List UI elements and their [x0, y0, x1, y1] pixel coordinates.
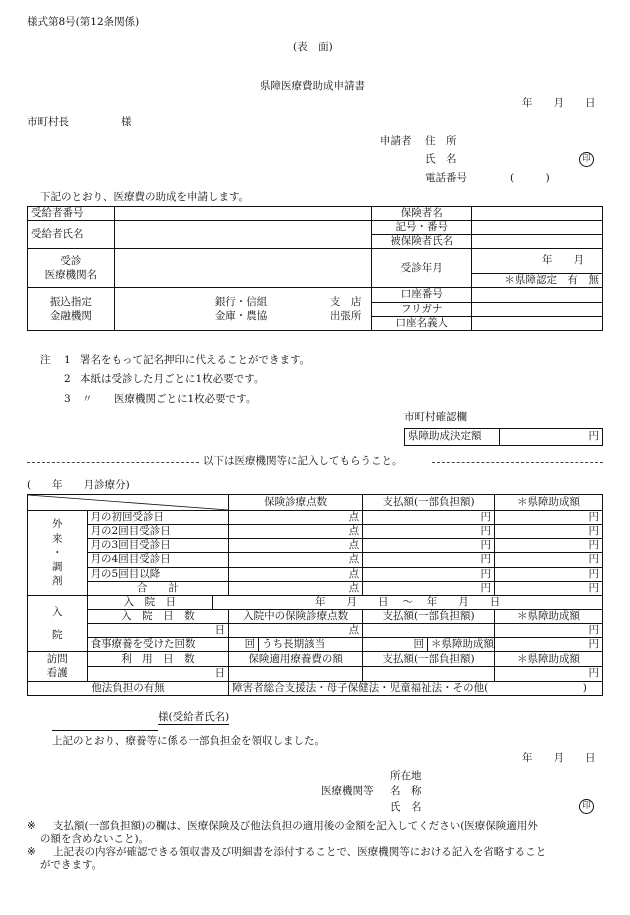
account-holder-label: 口座名義人: [372, 316, 472, 330]
visit-row-label: 月の3回目受診日: [87, 539, 229, 553]
institution-label: 医療機関等: [321, 785, 374, 797]
visit-month-field[interactable]: 年 月: [472, 249, 603, 273]
nursing-subsidy-label: ＊県障助成額: [495, 652, 603, 667]
other-burden-field[interactable]: 障害者総合支援法・母子保健法・児童福祉法・その他( ): [229, 681, 603, 695]
points-field[interactable]: 点: [229, 511, 363, 525]
receipt-recipient-label: 様(受給者氏名): [158, 711, 229, 725]
admission-days-field[interactable]: 日: [87, 624, 229, 638]
notes-head: 注: [40, 354, 51, 366]
footer-note-2: 上記表の内容が確認できる領収書及び明細書を添付することで、医療機関等における記入を省略すること: [53, 846, 547, 858]
note-2-number: 2: [64, 373, 71, 385]
applicant-name-label: 氏 名: [425, 153, 457, 165]
application-date: 年 月 日: [522, 97, 596, 109]
inpatient-points-field[interactable]: 点: [229, 624, 363, 638]
total-subsidy-field[interactable]: 円: [495, 581, 603, 595]
receipt-date: 年 月 日: [522, 752, 596, 764]
points-field[interactable]: 点: [229, 567, 363, 581]
care-fee-label: 保険適用療養費の額: [229, 652, 363, 667]
institution-name-label: 名 称: [390, 785, 422, 797]
bank-field[interactable]: 銀行・信組 金庫・農協 支 店 出張所: [114, 288, 372, 330]
treatment-period: ( 年 月診療分): [27, 479, 130, 491]
paid-field[interactable]: 円: [363, 553, 495, 567]
meal-count-label: 食事療養を受けた回数: [87, 638, 229, 652]
phone-area-paren: ( ): [510, 172, 550, 184]
application-table: [27, 206, 603, 331]
admission-period-label: 入 院 日: [87, 595, 213, 609]
header-diagonal-cell: [28, 495, 229, 511]
symbol-number-field[interactable]: [472, 221, 603, 235]
institution-address-label: 所在地: [390, 770, 422, 782]
bank-label: 振込指定 金融機関: [28, 288, 115, 330]
total-paid-field[interactable]: 円: [363, 581, 495, 595]
clinic-name-label: 受診 医療機関名: [28, 249, 115, 288]
insurer-name-field[interactable]: [472, 207, 603, 221]
page-side: (表 面): [293, 41, 333, 53]
receipt-text: 上記のとおり、療養等に係る一部負担金を領収しました。: [52, 735, 325, 747]
paid-field[interactable]: 円: [363, 539, 495, 553]
insurer-name-label: 保険者名: [372, 207, 472, 221]
form-number: 様式第8号(第12条関係): [27, 16, 140, 28]
account-holder-field[interactable]: [472, 316, 603, 330]
meal-subsidy-field[interactable]: 円: [495, 638, 603, 652]
confirm-box: [404, 428, 603, 446]
inpatient-points-label: 入院中の保険診療点数: [229, 609, 363, 623]
care-fee-field[interactable]: [229, 666, 363, 681]
meal-count-field[interactable]: 回: [229, 638, 259, 651]
longterm-count-field[interactable]: 回: [363, 638, 428, 651]
account-number-label: 口座番号: [372, 288, 472, 302]
footer-note-1b: の額を含めないこと)。: [40, 833, 150, 845]
subsidy-field[interactable]: 円: [495, 539, 603, 553]
medical-detail-table: [27, 494, 603, 696]
note-3-number: 3: [64, 393, 71, 405]
inpatient-subsidy-label: ＊県障助成額: [495, 609, 603, 623]
furigana-label: フリガナ: [372, 302, 472, 316]
decision-amount-field[interactable]: 円: [500, 429, 603, 446]
paid-field[interactable]: 円: [363, 525, 495, 539]
paid-field[interactable]: 円: [363, 567, 495, 581]
applicant-label: 申請者: [380, 135, 412, 147]
page-title: 県障医療費助成申請書: [260, 80, 365, 92]
total-row-label: 合 計: [87, 581, 229, 595]
visit-month-label: 受診年月: [372, 249, 472, 288]
insured-name-field[interactable]: [472, 235, 603, 249]
paid-field[interactable]: 円: [363, 511, 495, 525]
points-field[interactable]: 点: [229, 539, 363, 553]
visit-row-label: 月の2回目受診日: [87, 525, 229, 539]
decision-amount-label: 県障助成決定額: [405, 429, 500, 446]
subsidy-field[interactable]: 円: [495, 525, 603, 539]
note-1-number: 1: [64, 354, 71, 366]
ditto-mark: 〃: [82, 393, 93, 405]
recipient-name-line[interactable]: [52, 717, 158, 731]
divider-text: 以下は医療機関等に記入してもらうこと。: [203, 455, 403, 467]
recipient-number-label: 受給者番号: [28, 207, 115, 221]
inpatient-paid-label: 支払額(一部負担額): [363, 609, 495, 623]
applicant-phone-label: 電話番号: [425, 172, 467, 184]
account-number-field[interactable]: [472, 288, 603, 302]
subsidy-field[interactable]: 円: [495, 511, 603, 525]
intro-text: 下記のとおり、医療費の助成を申請します。: [40, 191, 250, 203]
divider-line-left: [27, 462, 199, 463]
nursing-paid-label: 支払額(一部負担額): [363, 652, 495, 667]
header-points: 保険診療点数: [229, 495, 363, 511]
insured-name-label: 被保険者氏名: [372, 235, 472, 249]
seal-icon: 印: [579, 152, 594, 167]
header-paid: 支払額(一部負担額): [363, 495, 495, 511]
institution-seal-icon: 印: [579, 799, 594, 814]
divider-line-right: [432, 462, 603, 463]
symbol-number-label: 記号・番号: [372, 221, 472, 235]
certification-field[interactable]: ＊県障認定 有 無: [472, 273, 603, 288]
use-days-field[interactable]: 日: [87, 666, 229, 681]
meal-count-cell: [229, 638, 363, 652]
longterm-label: うち長期該当: [262, 638, 326, 651]
inpatient-subsidy-field[interactable]: 円: [495, 624, 603, 638]
total-points-field[interactable]: 点: [229, 581, 363, 595]
note-2: 本紙は受診した月ごとに1枚必要です。: [80, 373, 265, 385]
header-subsidy: ＊県障助成額: [495, 495, 603, 511]
outpatient-section-label: 外 来 ・ 調 剤: [28, 511, 88, 596]
addressee-honorific: 様: [121, 116, 132, 128]
inpatient-paid-field[interactable]: [363, 624, 495, 638]
use-days-label: 利 用 日 数: [87, 652, 229, 667]
other-burden-label: 他法負担の有無: [28, 681, 229, 695]
points-field[interactable]: 点: [229, 525, 363, 539]
note-1: 署名をもって記名押印に代えることができます。: [80, 354, 311, 366]
recipient-number-field[interactable]: [114, 207, 372, 221]
recipient-name-field[interactable]: [114, 221, 372, 249]
representative-name-label: 氏 名: [390, 801, 422, 813]
visit-row-label: 月の5回目以降: [87, 567, 229, 581]
footer-note-2b: ができます。: [40, 859, 103, 871]
recipient-name-label: 受給者氏名: [28, 221, 115, 249]
clinic-name-field[interactable]: [114, 249, 372, 288]
admission-dates-field[interactable]: 年 月 日 ～ 年 月 日: [213, 595, 603, 609]
inpatient-section-label: 入 院: [28, 595, 88, 652]
visiting-nursing-label: 訪問 看護: [28, 652, 88, 681]
applicant-address-label: 住 所: [425, 135, 457, 147]
visit-row-label: 月の4回目受診日: [87, 553, 229, 567]
points-field[interactable]: 点: [229, 553, 363, 567]
longterm-cell: [363, 638, 495, 652]
footer-mark-2: ※: [27, 846, 36, 858]
subsidy-field[interactable]: 円: [495, 553, 603, 567]
note-3: 医療機関ごとに1枚必要です。: [114, 393, 257, 405]
meal-subsidy-label: ＊県障助成額: [431, 638, 495, 651]
admission-days-label: 入 院 日 数: [87, 609, 229, 623]
footer-note-1: 支払額(一部負担額)の欄は、医療保険及び他法負担の適用後の金額を記入してください(医療保険適用外: [53, 820, 538, 832]
subsidy-field[interactable]: 円: [495, 567, 603, 581]
furigana-field[interactable]: [472, 302, 603, 316]
addressee: 市町村長: [27, 116, 69, 128]
nursing-subsidy-field[interactable]: 円: [495, 666, 603, 681]
confirm-title: 市町村確認欄: [404, 411, 467, 423]
visit-row-label: 月の初回受診日: [87, 511, 229, 525]
footer-mark-1: ※: [27, 820, 36, 832]
nursing-paid-field[interactable]: [363, 666, 495, 681]
